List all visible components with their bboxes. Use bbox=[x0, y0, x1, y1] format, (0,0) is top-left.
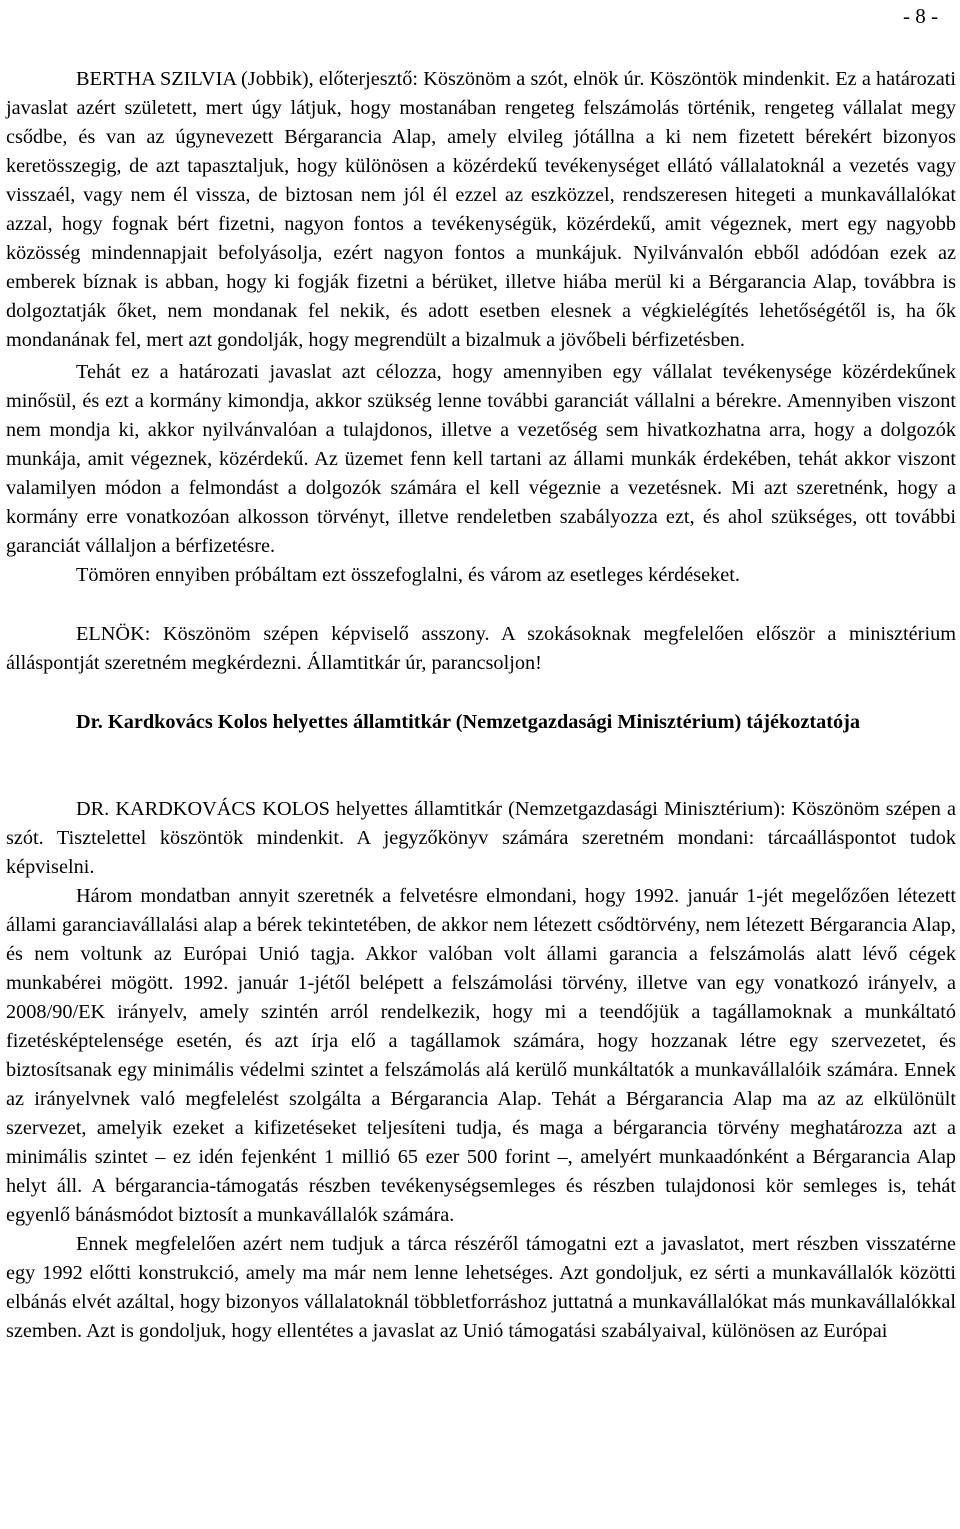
paragraph-kardkovacs-explanation: Három mondatban annyit szeretnék a felvetésre elmondani, hogy 1992. január 1-jét megelőzően létezett állami garanciavállalási alap a bérek tekintetében, de akkor nem létezett csődtörvény, nem létezett Bérgarancia Alap, és nem voltunk az Európai Unió tagja. Akkor valóban volt állami garancia a felszámolás alatt lévő cégek munkabérei mögött. 1992. január 1-jétől belépett a felszámolási törvény, illetve van egy vonatkozó irányelv, a 2008/90/EK irányelv, amely szintén arról rendelkezik, hogy mi a teendőjük a tagállamoknak a munkáltató fizetésképtelensége esetén, és azt írja elő a tagállamok számára, hogy hozzanak létre egy szervezetet, és biztosítsanak egy minimális védelmi szintet a felszámolás alá kerülő munkáltatók a munkavállalóik számára. Ennek az irányelvnek való megfelelést szolgálta a Bérgarancia Alap. Tehát a Bérgarancia Alap ma az az elkülönült szervezet, amelyik ezeket a kifizetéseket teljesíteni tudja, és maga a bérgarancia törvény meghatározza azt a minimális szintet – ez idén fejenként 1 millió 65 ezer 500 forint –, amelyért munkaadónként a Bérgarancia Alap helyt áll. A bérgarancia-támogatás részben tevékenységsemleges és részben tulajdonosi kör semleges is, tehát egyenlő bánásmódot biztosít a munkavállalók számára. bbox=[6, 885, 956, 1226]
paragraph-kardkovacs-conclusion: Ennek megfelelően azért nem tudjuk a tárca részéről támogatni ezt a javaslatot, mert részben visszatérne egy 1992 előtti konstrukció, amely ma már nem lenne lehetséges. Azt gondoljuk, ez sérti a munkavállalók közötti elbánás elvét azáltal, hogy bizonyos vállalatoknál többletforráshoz juttatná a munkavállalókat más munkavállalókkal szemben. Azt is gondoljuk, hogy ellentétes a javaslat az Unió támogatási szabályaival, különösen az Európai bbox=[6, 1233, 956, 1342]
paragraph-bertha-speech: BERTHA SZILVIA (Jobbik), előterjesztő: Köszönöm a szót, elnök úr. Köszöntök mindenkit. Ez a határozati javaslat azért született, mert úgy látjuk, hogy mostanában rengeteg felszámolás történik, rengeteg vállalat megy csődbe, és van az úgynevezett Bérgarancia Alap, amely elvileg jótállna a ki nem fizetett bérekért bizonyos keretösszegig, de azt tapasztaljuk, hogy különösen a közérdekű tevékenységet ellátó vállalatoknál a vezetés vagy visszaél, vagy nem él vissza, de biztosan nem jól él ezzel az eszközzel, rendszeresen hitegeti a munkavállalókat azzal, hogy fognak bért fizetni, nagyon fontos a tevékenységük, közérdekű, amit végeznek, mert egy nagyobb közösség mindennapjait befolyásolja, ezért nagyon fontos a munkájuk. Nyilvánvalón ebből adódóan ezek az emberek bíznak is abban, hogy ki fogják fizetni a bérüket, illetve hiába merül ki a Bérgarancia Alap, továbbra is dolgoztatják őket, nem mondanak fel nekik, és adott esetben elesnek a végkielégítés lehetőségétől is, ha ők mondanának fel, mert azt gondolják, hogy megrendült a bizalmuk a jövőbeli bérfizetésben. bbox=[6, 68, 956, 351]
paragraph-kardkovacs-intro: DR. KARDKOVÁCS KOLOS helyettes államtitkár (Nemzetgazdasági Minisztérium): Köszönöm szépen a szót. Tisztelettel köszöntök mindenkit. A jegyzőkönyv számára szeretném mondani: tárcaálláspontot tudok képviselni. bbox=[6, 798, 956, 878]
paragraph-chair-speech: ELNÖK: Köszönöm szépen képviselő asszony. A szokásoknak megfelelően először a minisztérium álláspontját szeretném megkérdezni. Államtitkár úr, parancsoljon! bbox=[6, 623, 956, 674]
page-number: - 8 - bbox=[903, 4, 938, 28]
document-page bbox=[6, 0, 956, 1346]
section-heading: Dr. Kardkovács Kolos helyettes államtitkár (Nemzetgazdasági Minisztérium) tájékoztatója bbox=[76, 711, 861, 733]
paragraph-proposal-aim: Tehát ez a határozati javaslat azt célozza, hogy amennyiben egy vállalat tevékenysége közérdekűnek minősül, és ezt a kormány kimondja, akkor szükség lenne további garanciát vállalni a bérekre. Amennyiben viszont nem mondja ki, akkor nyilvánvalóan a tulajdonos, illetve a vezetőség sem hivatkozhatna arra, hogy a dolgozók munkája, amit végeznek, közérdekű. Az üzemet fenn kell tartani az állami munkák érdekében, tehát akkor viszont valamilyen módon a felmondást a dolgozók számára el kell végeznie a vezetésnek. Mi azt szeretnénk, hogy a kormány erre vonatkozóan alkosson törvényt, illetve rendeletben szabályozza ezt, és ahol szükséges, ott további garanciát vállaljon a bérfizetésre. bbox=[6, 361, 956, 557]
paragraph-summary: Tömören ennyiben próbáltam ezt összefoglalni, és várom az esetleges kérdéseket. bbox=[76, 564, 740, 586]
